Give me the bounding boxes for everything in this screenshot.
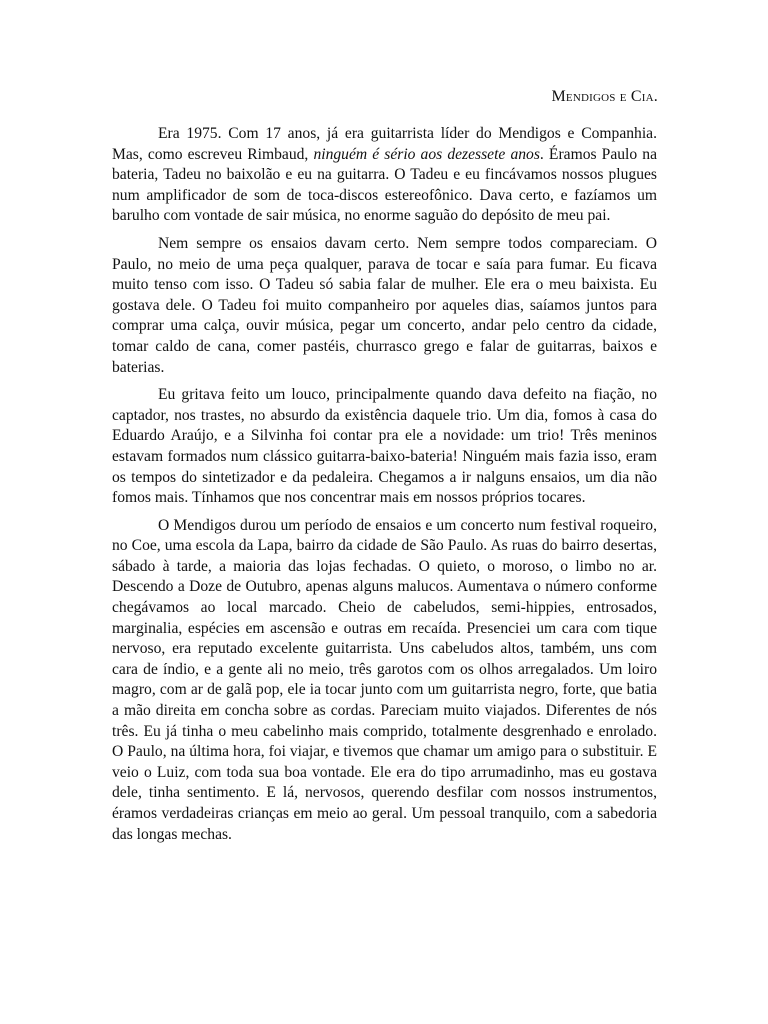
body-text [112,124,657,852]
paragraph-1 [112,124,657,227]
paragraph-1-text-start: Era 1975. Com 17 anos, já era guitarrista líder do Mendigos e Companhia. Mas, como escreveu Rimbaud, [112,125,657,163]
paragraph-4: O Mendigos durou um período de ensaios e um concerto num festival roqueiro, no Coe, uma escola da Lapa, bairro da cidade de São Paulo. As ruas do bairro desertas, sábado à tarde, a maioria das lojas fechadas. O quieto, o moroso, o limbo no ar. Descendo a Doze de Outubro, apenas alguns malucos. Aumentava o número conforme chegávamos ao local marcado. Cheio de cabeludos, semi-hippies, entrosados, marginalia, espécies em ascensão e outras em recaída. Presenciei um cara com tique nervoso, era reputado excelente guitarrista. Uns cabeludos altos, também, uns com cara de índio, e a gente ali no meio, três garotos com os olhos arregalados. Um loiro magro, com ar de galã pop, ele ia tocar junto com um guitarrista negro, forte, que batia a mão direita em concha sobre as cordas. Pareciam muito viajados. Diferentes de nós três. Eu já tinha o meu cabelinho mais comprido, totalmente desgrenhado e enrolado. O Paulo, na última hora, foi viajar, e tivemos que chamar um amigo para o substituir. E veio o Luiz, com toda sua boa vontade. Ele era do tipo arrumadinho, mas eu gostava dele, tinha sentimento. E lá, nervosos, querendo desfilar com nossos instrumentos, éramos verdadeiras crianças em meio ao geral. Um pessoal tranquilo, com a sabedoria das longas mechas. [112,516,657,843]
paragraph-1-text-end: . Éramos Paulo na bateria, Tadeu no baixolão e eu na guitarra. O Tadeu e eu fincávamos nossos plugues num amplificador de som de toca-discos estereofônico. Dava certo, e fazíamos um barulho com vontade de sair música, no enorme saguão do depósito de meu pai. [112,145,658,225]
paragraph-1-quote: ninguém é sério aos dezessete anos [313,145,540,163]
paragraph-3: Eu gritava feito um louco, principalmente quando dava defeito na fiação, no captador, nos trastes, no absurdo da existência daquele trio. Um dia, fomos à casa do Eduardo Araújo, e a Silvinha foi contar pra ele a novidade: um trio! Três meninos estavam formados num clássico guitarra-baixo-bateria! Ninguém mais fazia isso, eram os tempos do sintetizador e da pedaleira. Chegamos a ir nalguns ensaios, um dia não fomos mais. Tínhamos que nos concentrar mais em nossos próprios tocares. [112,386,657,507]
running-head: Mendigos e Cia. [551,88,658,105]
paragraph-2: Nem sempre os ensaios davam certo. Nem sempre todos compareciam. O Paulo, no meio de uma peça qualquer, parava de tocar e saía para fumar. Eu ficava muito tenso com isso. O Tadeu só sabia falar de mulher. Ele era o meu baixista. Eu gostava dele. O Tadeu foi muito companheiro por aqueles dias, saíamos juntos para comprar uma calça, ouvir música, pegar um concerto, andar pelo centro da cidade, tomar caldo de cana, comer pastéis, churrasco grego e falar de guitarras, baixos e baterias. [112,234,657,376]
